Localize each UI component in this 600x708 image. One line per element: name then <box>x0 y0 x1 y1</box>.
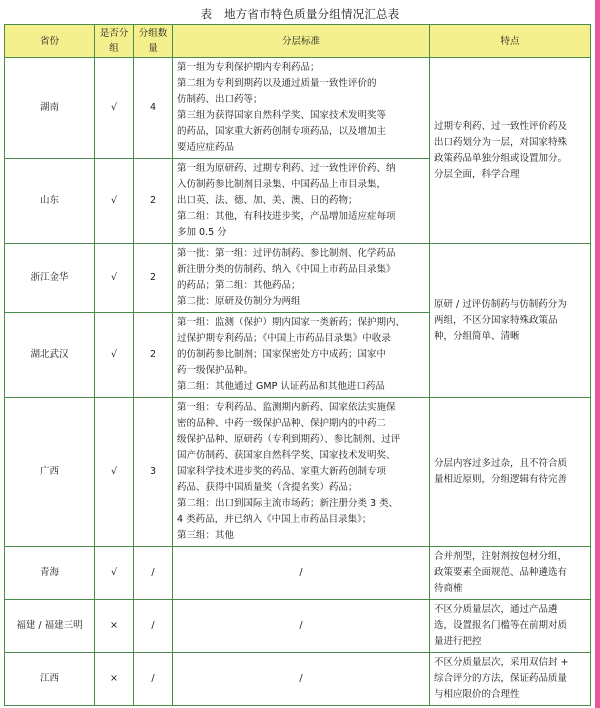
criteria-line: 第二批：原研及仿制分为两组 <box>177 296 301 307</box>
cell-criteria: / <box>173 547 430 600</box>
criteria-line: 第一组为原研药、过期专利药、过一致性评价药、纳 <box>177 163 396 174</box>
cell-grouped: × <box>95 653 134 706</box>
criteria-line: 药品、获得中国质量奖（含提名奖）药品； <box>177 482 358 493</box>
features-line: 出口药划分为一层，对国家特殊 <box>434 136 568 148</box>
header-criteria: 分层标准 <box>173 25 430 58</box>
table-header-row <box>5 25 591 58</box>
criteria-line: 的药品，国家重大新药创制专项药品，以及增加主 <box>177 126 387 137</box>
header-province: 省份 <box>5 25 95 58</box>
features-line: 量相近原则，分组逻辑有待完善 <box>434 474 568 485</box>
table-row-jiangxi <box>5 653 591 706</box>
features-line: 政策药品单独分组或设置加分。 <box>434 152 568 164</box>
cell-count: 3 <box>134 398 173 547</box>
cell-count: / <box>134 547 173 600</box>
features-line: 两组，不区分国家特殊政策品 <box>434 314 558 326</box>
features-line: 选，设置报名门槛等在前期对质 <box>434 620 568 631</box>
criteria-line: 新注册分类的仿制药、纳入《中国上市药品目录集》 <box>177 264 396 275</box>
cell-features <box>430 547 591 600</box>
table-row-fujian <box>5 600 591 653</box>
cell-criteria <box>173 244 430 313</box>
cell-province: 湖北武汉 <box>5 313 95 398</box>
criteria-line: 仿制药、出口药等； <box>177 94 263 105</box>
cell-features <box>430 653 591 706</box>
features-line: 原研 / 过评仿制药与仿制药分为 <box>434 298 567 310</box>
features-line: 不区分质量层次，通过产品遴 <box>434 604 558 615</box>
cell-province: 湖南 <box>5 58 95 159</box>
features-line: 量进行把控 <box>434 636 482 647</box>
features-line: 合并剂型，注射剂按包材分组， <box>434 551 568 562</box>
cell-features <box>430 58 591 244</box>
criteria-line: 国产仿制药、获国家自然科学奖、国家技术发明奖、 <box>177 450 396 461</box>
cell-criteria: / <box>173 600 430 653</box>
header-is-grouped: 是否分组 <box>95 25 134 58</box>
cell-features <box>430 398 591 547</box>
cell-count: 2 <box>134 159 173 244</box>
cell-criteria: / <box>173 653 430 706</box>
features-line: 与相应限价的合理性 <box>434 689 520 700</box>
cell-count: / <box>134 653 173 706</box>
cell-province: 山东 <box>5 159 95 244</box>
criteria-line: 多加 0.5 分 <box>177 227 227 238</box>
criteria-line: 4 类药品，并已纳入《中国上市药品目录集》； <box>177 514 372 525</box>
criteria-line: 第一组：监测（保护）期内国家一类新药；保护期内、 <box>177 317 406 328</box>
criteria-line: 密的品种、中药一级保护品种、保护期内的中药二 <box>177 418 387 429</box>
criteria-line: 第二组为专利到期药以及通过质量一致性评价的 <box>177 78 377 89</box>
cell-province: 福建 / 福建三明 <box>5 600 95 653</box>
criteria-line: 级保护品种、原研药（专利到期药）、参比制剂、过评 <box>177 434 401 445</box>
criteria-line: 的仿制药参比制剂；国家保密处方中成药；国家中 <box>177 349 387 360</box>
cell-criteria <box>173 159 430 244</box>
cell-count: 2 <box>134 244 173 313</box>
criteria-line: 入仿制药参比制剂目录集、中国药品上市目录集， <box>177 179 387 190</box>
cell-grouped: √ <box>95 244 134 313</box>
cell-features <box>430 244 591 398</box>
summary-table <box>4 24 591 706</box>
table-title: 表 地方省市特色质量分组情况汇总表 <box>200 7 400 21</box>
features-line: 种，分组简单、清晰 <box>434 330 520 342</box>
criteria-line: 出口英、法、德、加、美、澳、日的药物； <box>177 195 358 206</box>
criteria-line: 第二组：其他，有科技进步奖，产品增加适应症每项 <box>177 211 396 222</box>
criteria-line: 第二组：其他通过 GMP 认证药品和其他进口药品 <box>177 381 385 392</box>
features-line: 不区分质量层次，采用双信封 + <box>434 657 569 668</box>
criteria-line: 第三组为获得国家自然科学奖、国家技术发明奖等 <box>177 110 387 121</box>
cell-grouped: √ <box>95 159 134 244</box>
features-line: 分层内容过多过杂，且不符合质 <box>434 458 568 469</box>
features-line: 政策要素全面规范、品种遴选有 <box>434 567 568 578</box>
cell-province: 广西 <box>5 398 95 547</box>
features-line: 综合评分的方法，保证药品质量 <box>434 673 568 684</box>
header-features: 特点 <box>430 25 591 58</box>
criteria-line: 药一级保护品种。 <box>177 365 254 376</box>
cell-grouped: √ <box>95 547 134 600</box>
criteria-line: 国家科学技术进步奖的药品、家重大新药创制专项 <box>177 466 387 477</box>
criteria-line: 的药品；第二组：其他药品； <box>177 280 301 291</box>
cell-count: 2 <box>134 313 173 398</box>
header-group-count: 分组数量 <box>134 25 173 58</box>
features-line: 待商榷 <box>434 583 463 594</box>
cell-criteria <box>173 398 430 547</box>
cell-count: / <box>134 600 173 653</box>
criteria-line: 第二组：出口到国际主流市场药；新注册分类 3 类、 <box>177 498 399 509</box>
criteria-line: 第三组：其他 <box>177 530 235 541</box>
features-line: 分层全面，科学合理 <box>434 168 520 180</box>
cell-criteria <box>173 58 430 159</box>
table-row-hunan <box>5 58 591 159</box>
table-row-zhejiang-jinhua <box>5 244 591 313</box>
cell-grouped: √ <box>95 398 134 547</box>
criteria-line: 第一组为专利保护期内专利药品； <box>177 62 320 73</box>
criteria-line: 要适应症药品 <box>177 142 235 153</box>
table-row-qinghai <box>5 547 591 600</box>
cell-province: 青海 <box>5 547 95 600</box>
cell-count: 4 <box>134 58 173 159</box>
cell-province: 浙江金华 <box>5 244 95 313</box>
criteria-line: 第一组：专利药品、监测期内新药、国家依法实施保 <box>177 402 396 413</box>
cell-criteria <box>173 313 430 398</box>
cell-province: 江西 <box>5 653 95 706</box>
criteria-line: 过保护期专利药品；《中国上市药品目录集》中收录 <box>177 333 391 344</box>
decorative-side-bar <box>595 0 600 708</box>
cell-grouped: × <box>95 600 134 653</box>
cell-features <box>430 600 591 653</box>
cell-grouped: √ <box>95 313 134 398</box>
criteria-line: 第一批：第一组：过评仿制药、参比制剂、化学药品 <box>177 248 396 259</box>
cell-grouped: √ <box>95 58 134 159</box>
table-row-guangxi <box>5 398 591 547</box>
features-line: 过期专利药、过一致性评价药及 <box>434 120 568 132</box>
